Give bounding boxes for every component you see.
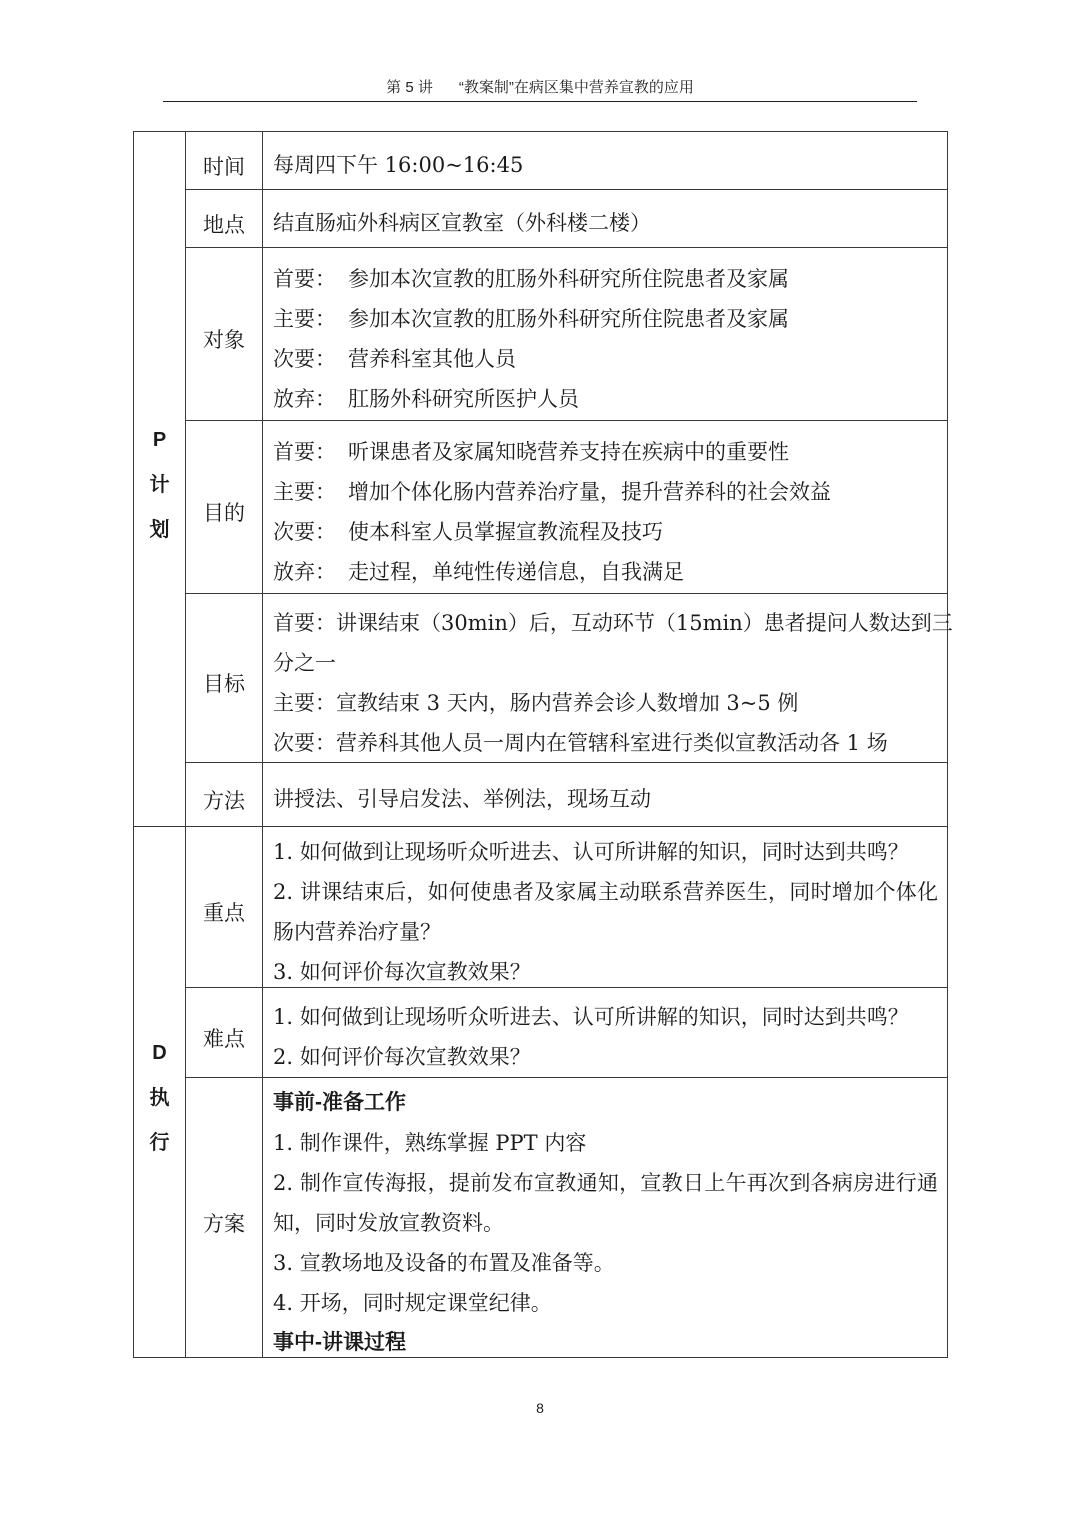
row-content-focus: [263, 827, 948, 988]
row-content-audience: [263, 248, 948, 421]
row-label-scheme: 方案: [186, 1078, 263, 1358]
section-char: 行: [149, 1131, 170, 1154]
difficulty-line: 1. 如何做到让现场听众听进去、认可所讲解的知识，同时达到共鸣？: [273, 1005, 909, 1029]
section-plan-label: [134, 132, 186, 827]
method-text: 讲授法、引导启发法、举例法，现场互动: [273, 787, 651, 811]
goal-line: 首要：讲课结束（30min）后，互动环节（15min）患者提问人数达到三: [273, 611, 953, 635]
row-label-place: 地点: [186, 190, 263, 248]
item-text: 参加本次宣教的肛肠外科研究所住院患者及家属: [348, 307, 789, 331]
priority-level: 主要：: [273, 307, 336, 331]
item-text: 听课患者及家属知晓营养支持在疾病中的重要性: [348, 440, 789, 464]
purpose-item: [273, 552, 938, 592]
audience-item: [273, 339, 938, 379]
time-text: 每周四下午 16:00~16:45: [273, 153, 524, 177]
audience-item: [273, 259, 938, 299]
priority-level: 首要：: [273, 440, 336, 464]
focus-line: 肠内营养治疗量？: [273, 920, 441, 944]
section-letter: P: [152, 428, 167, 451]
row-label-focus: 重点: [186, 827, 263, 988]
place-text: 结直肠疝外科病区宣教室（外科楼二楼）: [273, 211, 651, 235]
item-text: 营养科室其他人员: [348, 347, 516, 371]
scheme-line: 2. 制作宣传海报，提前发布宣教通知，宣教日上午再次到各病房进行通: [273, 1171, 938, 1195]
purpose-item: [273, 472, 938, 512]
row-label-difficulty: 难点: [186, 988, 263, 1078]
row-content-scheme: [263, 1078, 948, 1358]
goal-line: 次要：营养科其他人员一周内在管辖科室进行类似宣教活动各 1 场: [273, 731, 888, 755]
row-content-time: [263, 132, 948, 190]
difficulty-line: 2. 如何评价每次宣教效果？: [273, 1045, 531, 1069]
row-label-audience: 对象: [186, 248, 263, 421]
section-char: 计: [149, 473, 170, 496]
item-text: 使本科室人员掌握宣教流程及技巧: [348, 520, 663, 544]
section-char: 执: [149, 1086, 170, 1109]
focus-line: 1. 如何做到让现场听众听进去、认可所讲解的知识，同时达到共鸣？: [273, 840, 909, 864]
section-char: 划: [149, 518, 170, 541]
priority-level: 主要：: [273, 480, 336, 504]
item-text: 走过程，单纯性传递信息，自我满足: [348, 560, 684, 584]
row-content-goal: [263, 594, 953, 763]
lecture-number: 第 5 讲: [386, 79, 433, 96]
focus-line: 3. 如何评价每次宣教效果？: [273, 960, 531, 984]
scheme-heading-during: 事中-讲课过程: [273, 1331, 406, 1354]
row-label-time: 时间: [186, 132, 263, 190]
priority-level: 放弃：: [273, 560, 336, 584]
purpose-item: [273, 432, 938, 472]
item-text: 肛肠外科研究所医护人员: [348, 387, 579, 411]
purpose-item: [273, 512, 938, 552]
priority-level: 次要：: [273, 520, 336, 544]
priority-level: 次要：: [273, 347, 336, 371]
page-header: [163, 76, 917, 102]
audience-item: [273, 299, 938, 339]
scheme-line: 4. 开场，同时规定课堂纪律。: [273, 1291, 552, 1315]
goal-line: 主要：宣教结束 3 天内，肠内营养会诊人数增加 3~5 例: [273, 691, 799, 715]
scheme-line: 知，同时发放宣教资料。: [273, 1211, 504, 1235]
row-label-purpose: 目的: [186, 421, 263, 594]
row-content-method: [263, 763, 948, 827]
scheme-line: 3. 宣教场地及设备的布置及准备等。: [273, 1251, 615, 1275]
section-letter: D: [152, 1041, 167, 1064]
focus-line: 2. 讲课结束后，如何使患者及家属主动联系营养医生，同时增加个体化: [273, 880, 938, 904]
lesson-plan-table: [133, 131, 953, 1358]
row-label-method: 方法: [186, 763, 263, 827]
row-content-purpose: [263, 421, 948, 594]
priority-level: 首要：: [273, 267, 336, 291]
item-text: 增加个体化肠内营养治疗量，提升营养科的社会效益: [348, 480, 831, 504]
goal-line: 分之一: [273, 651, 336, 675]
scheme-heading-before: 事前-准备工作: [273, 1091, 406, 1114]
audience-item: [273, 379, 938, 419]
page-number: 8: [536, 1400, 544, 1416]
item-text: 参加本次宣教的肛肠外科研究所住院患者及家属: [348, 267, 789, 291]
scheme-line: 1. 制作课件，熟练掌握 PPT 内容: [273, 1131, 587, 1155]
row-content-difficulty: [263, 988, 948, 1078]
section-execute-label: [134, 827, 186, 1358]
lecture-title: “教案制”在病区集中营养宣教的应用: [458, 79, 694, 96]
priority-level: 放弃：: [273, 387, 336, 411]
row-label-goal: 目标: [186, 594, 263, 763]
row-content-place: [263, 190, 948, 248]
